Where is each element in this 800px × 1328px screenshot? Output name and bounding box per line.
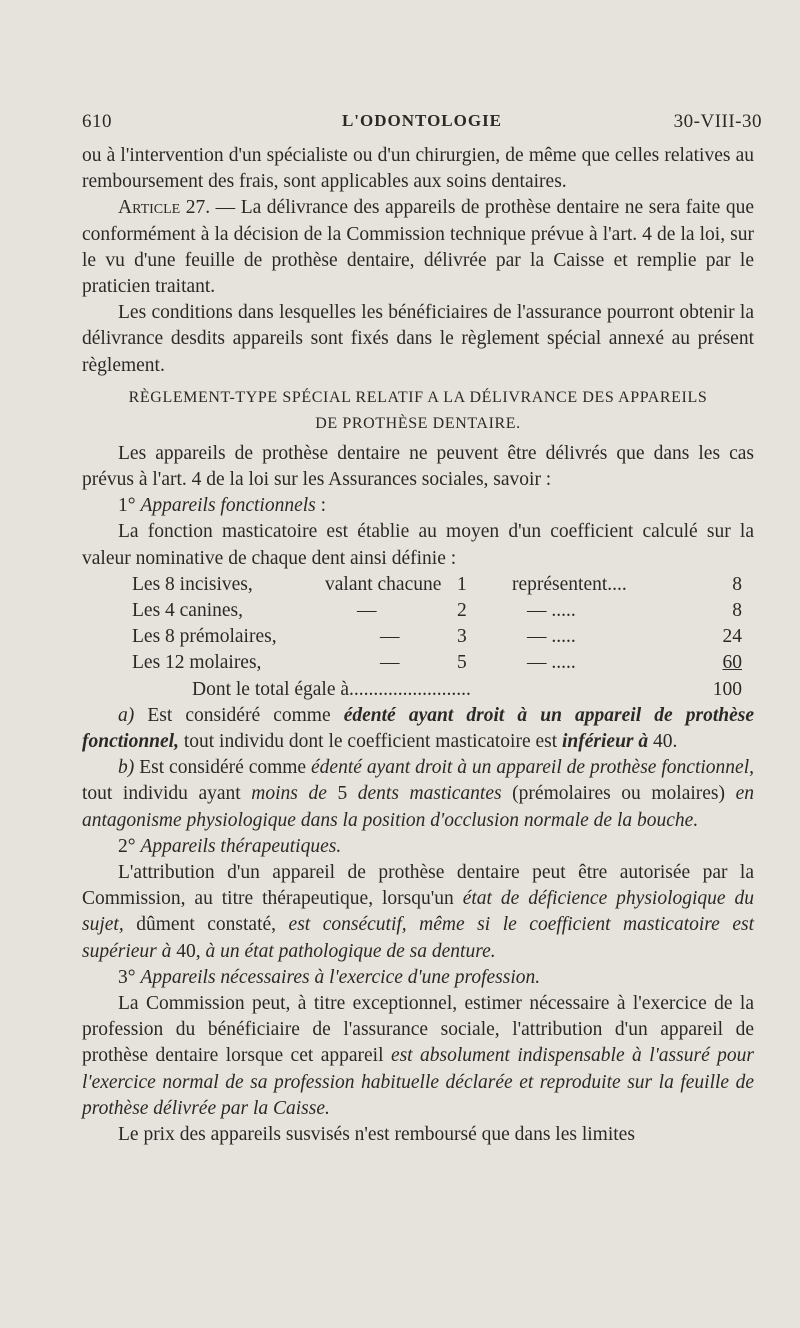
para-a-prefix: a)	[118, 704, 135, 726]
paragraph-b	[82, 755, 754, 834]
value-label: valant chacune	[325, 573, 442, 595]
teeth-label: Les 12 molaires,	[132, 652, 262, 674]
total-label: Dont le total égale à.........................	[192, 678, 471, 700]
unit-value: 1	[457, 573, 467, 595]
table-total-row	[132, 677, 742, 703]
table-row	[132, 650, 742, 676]
running-header	[82, 111, 762, 139]
para-b-text: Est considéré comme	[134, 757, 312, 779]
represent-label: — .....	[527, 652, 576, 674]
paragraph-therapeutique	[82, 860, 754, 965]
page-number: 610	[82, 111, 112, 132]
article-label: Article 27.	[118, 197, 211, 219]
unit-value: 2	[457, 600, 467, 622]
para-b-emphasis: dents masticantes	[357, 783, 502, 805]
para-b-text: tout individu ayant	[82, 783, 252, 805]
table-row	[132, 624, 742, 650]
total-value: 100	[712, 678, 742, 700]
value-label: —	[357, 600, 377, 622]
item-2-title: Appareils thérapeutiques.	[140, 835, 342, 857]
item-1-number: 1°	[118, 495, 136, 517]
item-2-heading	[82, 834, 754, 860]
issue-date: 30-VIII-30	[673, 111, 762, 132]
row-total: 8	[732, 573, 742, 595]
commission-emphasis: est absolument indispensable à l'assuré pour l'exercice normal de sa profession habituelle déclarée et reproduite sur la feuille de prothèse délivrée par la Caisse.	[82, 1045, 754, 1119]
para-b-emphasis: moins de	[251, 783, 327, 805]
commission-text: La Commission peut, à titre exceptionnel, estimer nécessaire à l'exercice de la profession du bénéficiaire de l'assurance sociale, l'attribution d'un appareil de prothèse dentaire lorsque cet appareil	[82, 993, 754, 1067]
therap-text: 40,	[171, 940, 206, 962]
item-2-number: 2°	[118, 835, 136, 857]
section-title-line1: RÈGLEMENT-TYPE SPÉCIAL RELATIF A LA DÉLIVRANCE DES APPAREILS	[128, 388, 708, 406]
page-body	[82, 143, 754, 1148]
paragraph-conditions: Les conditions dans lesquelles les bénéficiaires de l'assurance pourront obtenir la délivrance desdits appareils sont fixés dans le règlement spécial annexé au présent règlement.	[82, 302, 754, 376]
table-row	[132, 598, 742, 624]
therap-text: dûment constaté,	[123, 914, 289, 936]
item-1-suffix: :	[315, 495, 327, 517]
paragraph-a	[82, 703, 754, 755]
therap-emphasis: état de déficience physiologique du sujet,	[82, 888, 755, 936]
para-a-text: Est considéré comme	[134, 704, 344, 726]
paragraph-continuation: ou à l'intervention d'un spécialiste ou d'un chirurgien, de même que celles relatives au remboursement des frais, sont applicables aux soins dentaires.	[82, 145, 754, 193]
therap-emphasis: est consécutif, même si le coefficient masticatoire est supérieur à	[82, 914, 754, 962]
paragraph-commission	[82, 991, 754, 1122]
value-label: —	[380, 626, 400, 648]
represent-label: — .....	[527, 600, 576, 622]
para-a-text: 40.	[648, 730, 678, 752]
paragraph-article-27	[82, 195, 754, 300]
para-b-prefix: b)	[118, 757, 135, 779]
para-a-emphasis: inférieur à	[562, 730, 649, 752]
therap-emphasis: à un état pathologique de sa denture.	[205, 940, 496, 962]
item-1-heading	[82, 493, 754, 519]
item-3-number: 3°	[118, 966, 136, 988]
paragraph-prix: Le prix des appareils susvisés n'est remboursé que dans les limites	[118, 1124, 635, 1146]
table-row	[132, 572, 742, 598]
para-a-text: tout individu dont le coefficient masticatoire est	[178, 730, 563, 752]
section-title-line2: DE PROTHÈSE DENTAIRE.	[315, 414, 521, 432]
article-text: — La délivrance des appareils de prothèse dentaire ne sera faite que conformément à la décision de la Commission technique prévue à l'art. 4 de la loi, sur le vu d'une feuille de prothèse dentaire, délivrée par la Caisse et remplie par le praticien traitant.	[82, 197, 754, 298]
row-total: 60	[722, 652, 742, 674]
para-b-text: (prémolaires ou molaires)	[501, 783, 736, 805]
row-total: 8	[732, 600, 742, 622]
represent-label: — .....	[527, 626, 576, 648]
item-1-title: Appareils fonctionnels	[140, 495, 316, 517]
teeth-label: Les 4 canines,	[132, 600, 244, 622]
represent-label: représentent....	[512, 573, 627, 595]
para-b-emphasis: en antagonisme physiologique dans la position d'occlusion normale de la bouche.	[82, 783, 754, 831]
value-label: —	[380, 652, 400, 674]
para-b-emphasis: édenté ayant droit à un appareil de prothèse fonctionnel,	[311, 757, 754, 779]
coefficient-table	[132, 572, 742, 703]
teeth-label: Les 8 prémolaires,	[132, 626, 277, 648]
item-3-heading	[82, 965, 754, 991]
therap-text: L'attribution d'un appareil de prothèse dentaire peut être autorisée par la Commission, au titre thérapeutique, lorsqu'un	[82, 862, 754, 910]
section-title	[82, 385, 754, 437]
paragraph-fonction: La fonction masticatoire est établie au moyen d'un coefficient calculé sur la valeur nominative de chaque dent ainsi définie :	[82, 521, 754, 569]
teeth-label: Les 8 incisives,	[132, 573, 253, 595]
para-b-text: 5	[326, 783, 358, 805]
unit-value: 3	[457, 626, 467, 648]
row-total: 24	[722, 626, 742, 648]
unit-value: 5	[457, 652, 467, 674]
item-3-title: Appareils nécessaires à l'exercice d'une profession.	[140, 966, 541, 988]
paragraph-appareils: Les appareils de prothèse dentaire ne peuvent être délivrés que dans les cas prévus à l'art. 4 de la loi sur les Assurances sociales, savoir :	[82, 442, 754, 491]
para-a-emphasis: édenté ayant droit à un appareil de prothèse fonctionnel,	[82, 704, 755, 752]
journal-title: L'ODONTOLOGIE	[341, 111, 503, 130]
